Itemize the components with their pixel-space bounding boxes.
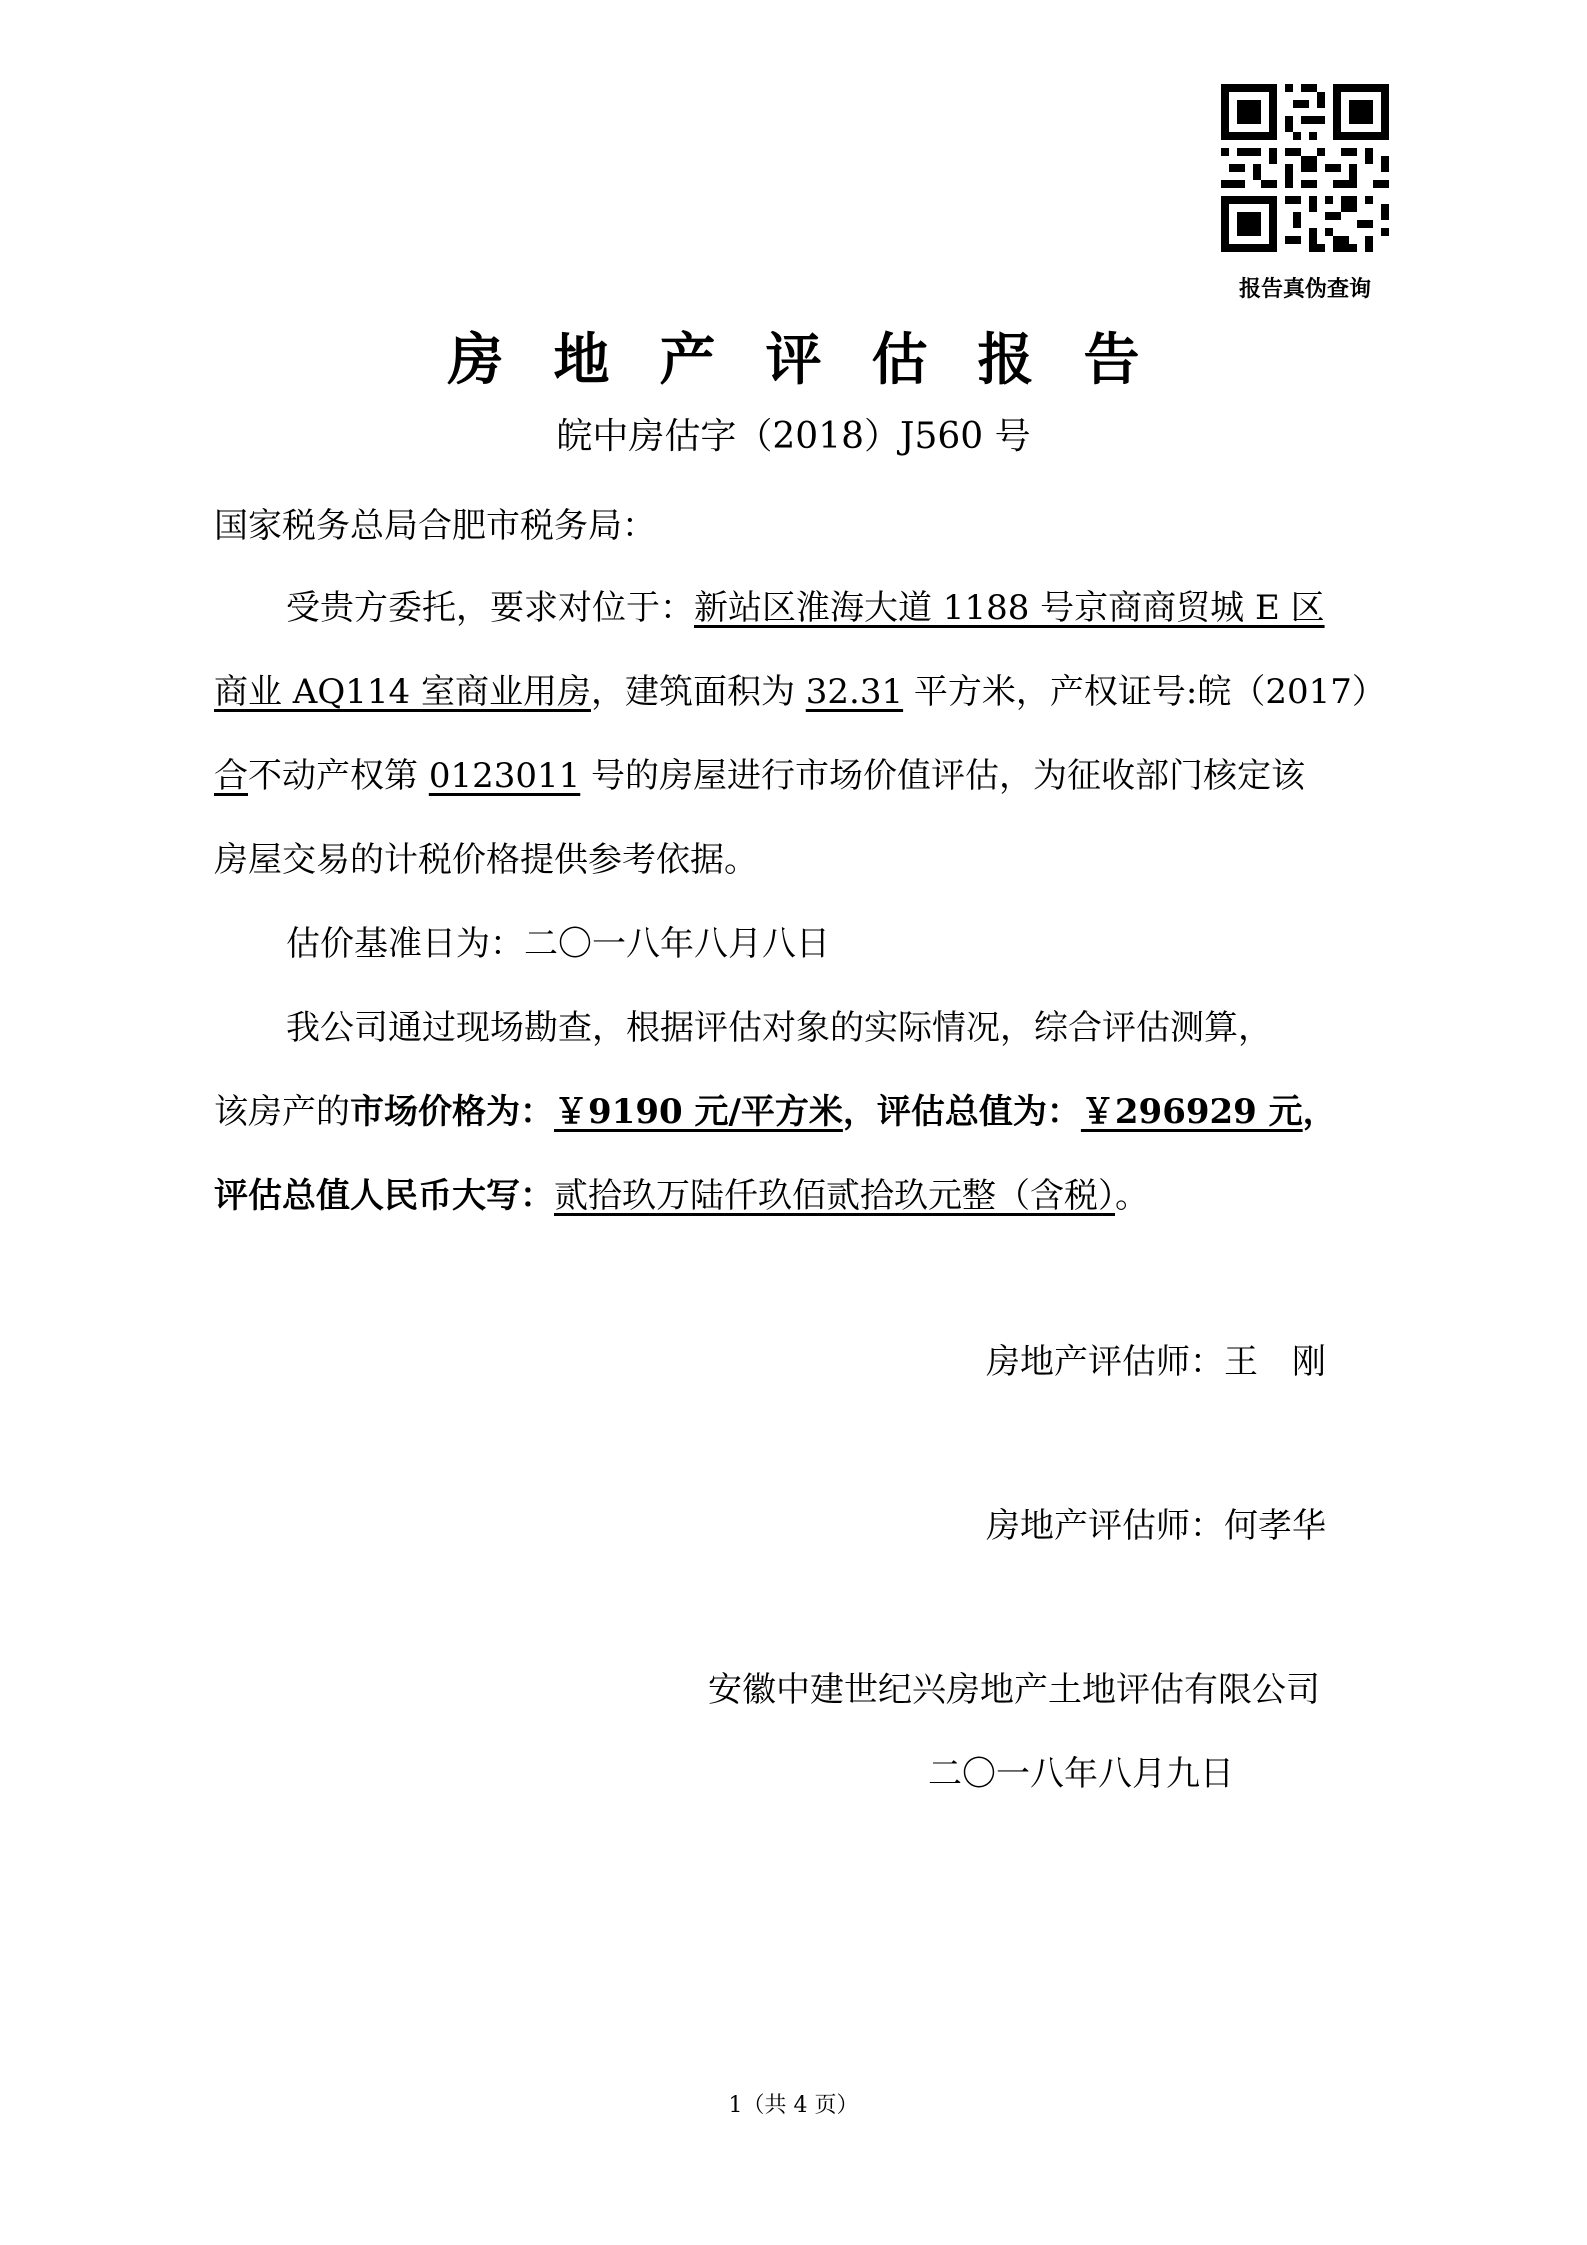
para3-line3 — [214, 1168, 1149, 1217]
building-area: 32.31 — [805, 672, 904, 712]
report-date: 二〇一八年八月九日 — [928, 1754, 1234, 1794]
para1-line4: 房屋交易的计税价格提供参考依据。 — [214, 840, 758, 880]
cert-city: 合 — [214, 756, 248, 796]
total-value: ￥296929 元 — [1080, 1092, 1303, 1132]
cert-mid: 不动产权第 — [248, 756, 429, 796]
page-number: 1（共 4 页） — [728, 2093, 859, 2118]
appraiser-1: 房地产评估师：王 刚 — [986, 1342, 1326, 1382]
area-unit: 平方米，产权证号:皖（2017） — [903, 672, 1386, 712]
comma: ， — [1302, 1092, 1337, 1132]
rmb-value: 贰拾玖万陆仟玖佰贰拾玖元整（含税） — [554, 1176, 1115, 1216]
para1-prefix: 受贵方委托，要求对位于： — [286, 588, 694, 628]
para3-line2 — [214, 1084, 1337, 1133]
market-price-label: 市场价格为： — [350, 1092, 554, 1132]
company-name: 安徽中建世纪兴房地产土地评估有限公司 — [708, 1670, 1320, 1710]
report-number: 皖中房估字（2018）J560 号 — [556, 416, 1031, 457]
appraiser-2: 房地产评估师：何孝华 — [986, 1506, 1326, 1546]
para3-pre: 该房产的 — [214, 1092, 350, 1132]
qr-verify-label: 报告真伪查询 — [1238, 277, 1371, 302]
recipient: 国家税务总局合肥市税务局： — [214, 506, 656, 546]
para1-line2 — [214, 664, 1386, 713]
market-price-value: ￥9190 元/平方米 — [554, 1092, 843, 1132]
rmb-label: 评估总值人民币大写： — [214, 1176, 554, 1216]
period: 。 — [1115, 1176, 1149, 1216]
page-title: 房地产评估报告 — [447, 327, 1190, 393]
valuation-date: 估价基准日为：二〇一八年八月八日 — [286, 924, 830, 964]
para1-line1 — [286, 580, 1325, 629]
para3-line1: 我公司通过现场勘查，根据评估对象的实际情况，综合评估测算， — [286, 1008, 1272, 1048]
property-address-a: 新站区淮海大道 1188 号京商商贸城 E 区 — [694, 588, 1325, 628]
property-address-b: 商业 AQ114 室商业用房 — [214, 672, 591, 712]
cert-number: 0123011 — [428, 756, 581, 796]
qr-code-image — [1221, 84, 1389, 252]
para1-suffix-a: 号的房屋进行市场价值评估，为征收部门核定该 — [580, 756, 1306, 796]
total-value-label: ，评估总值为： — [842, 1092, 1081, 1132]
para1-line3 — [214, 748, 1305, 797]
area-label: ，建筑面积为 — [590, 672, 806, 712]
